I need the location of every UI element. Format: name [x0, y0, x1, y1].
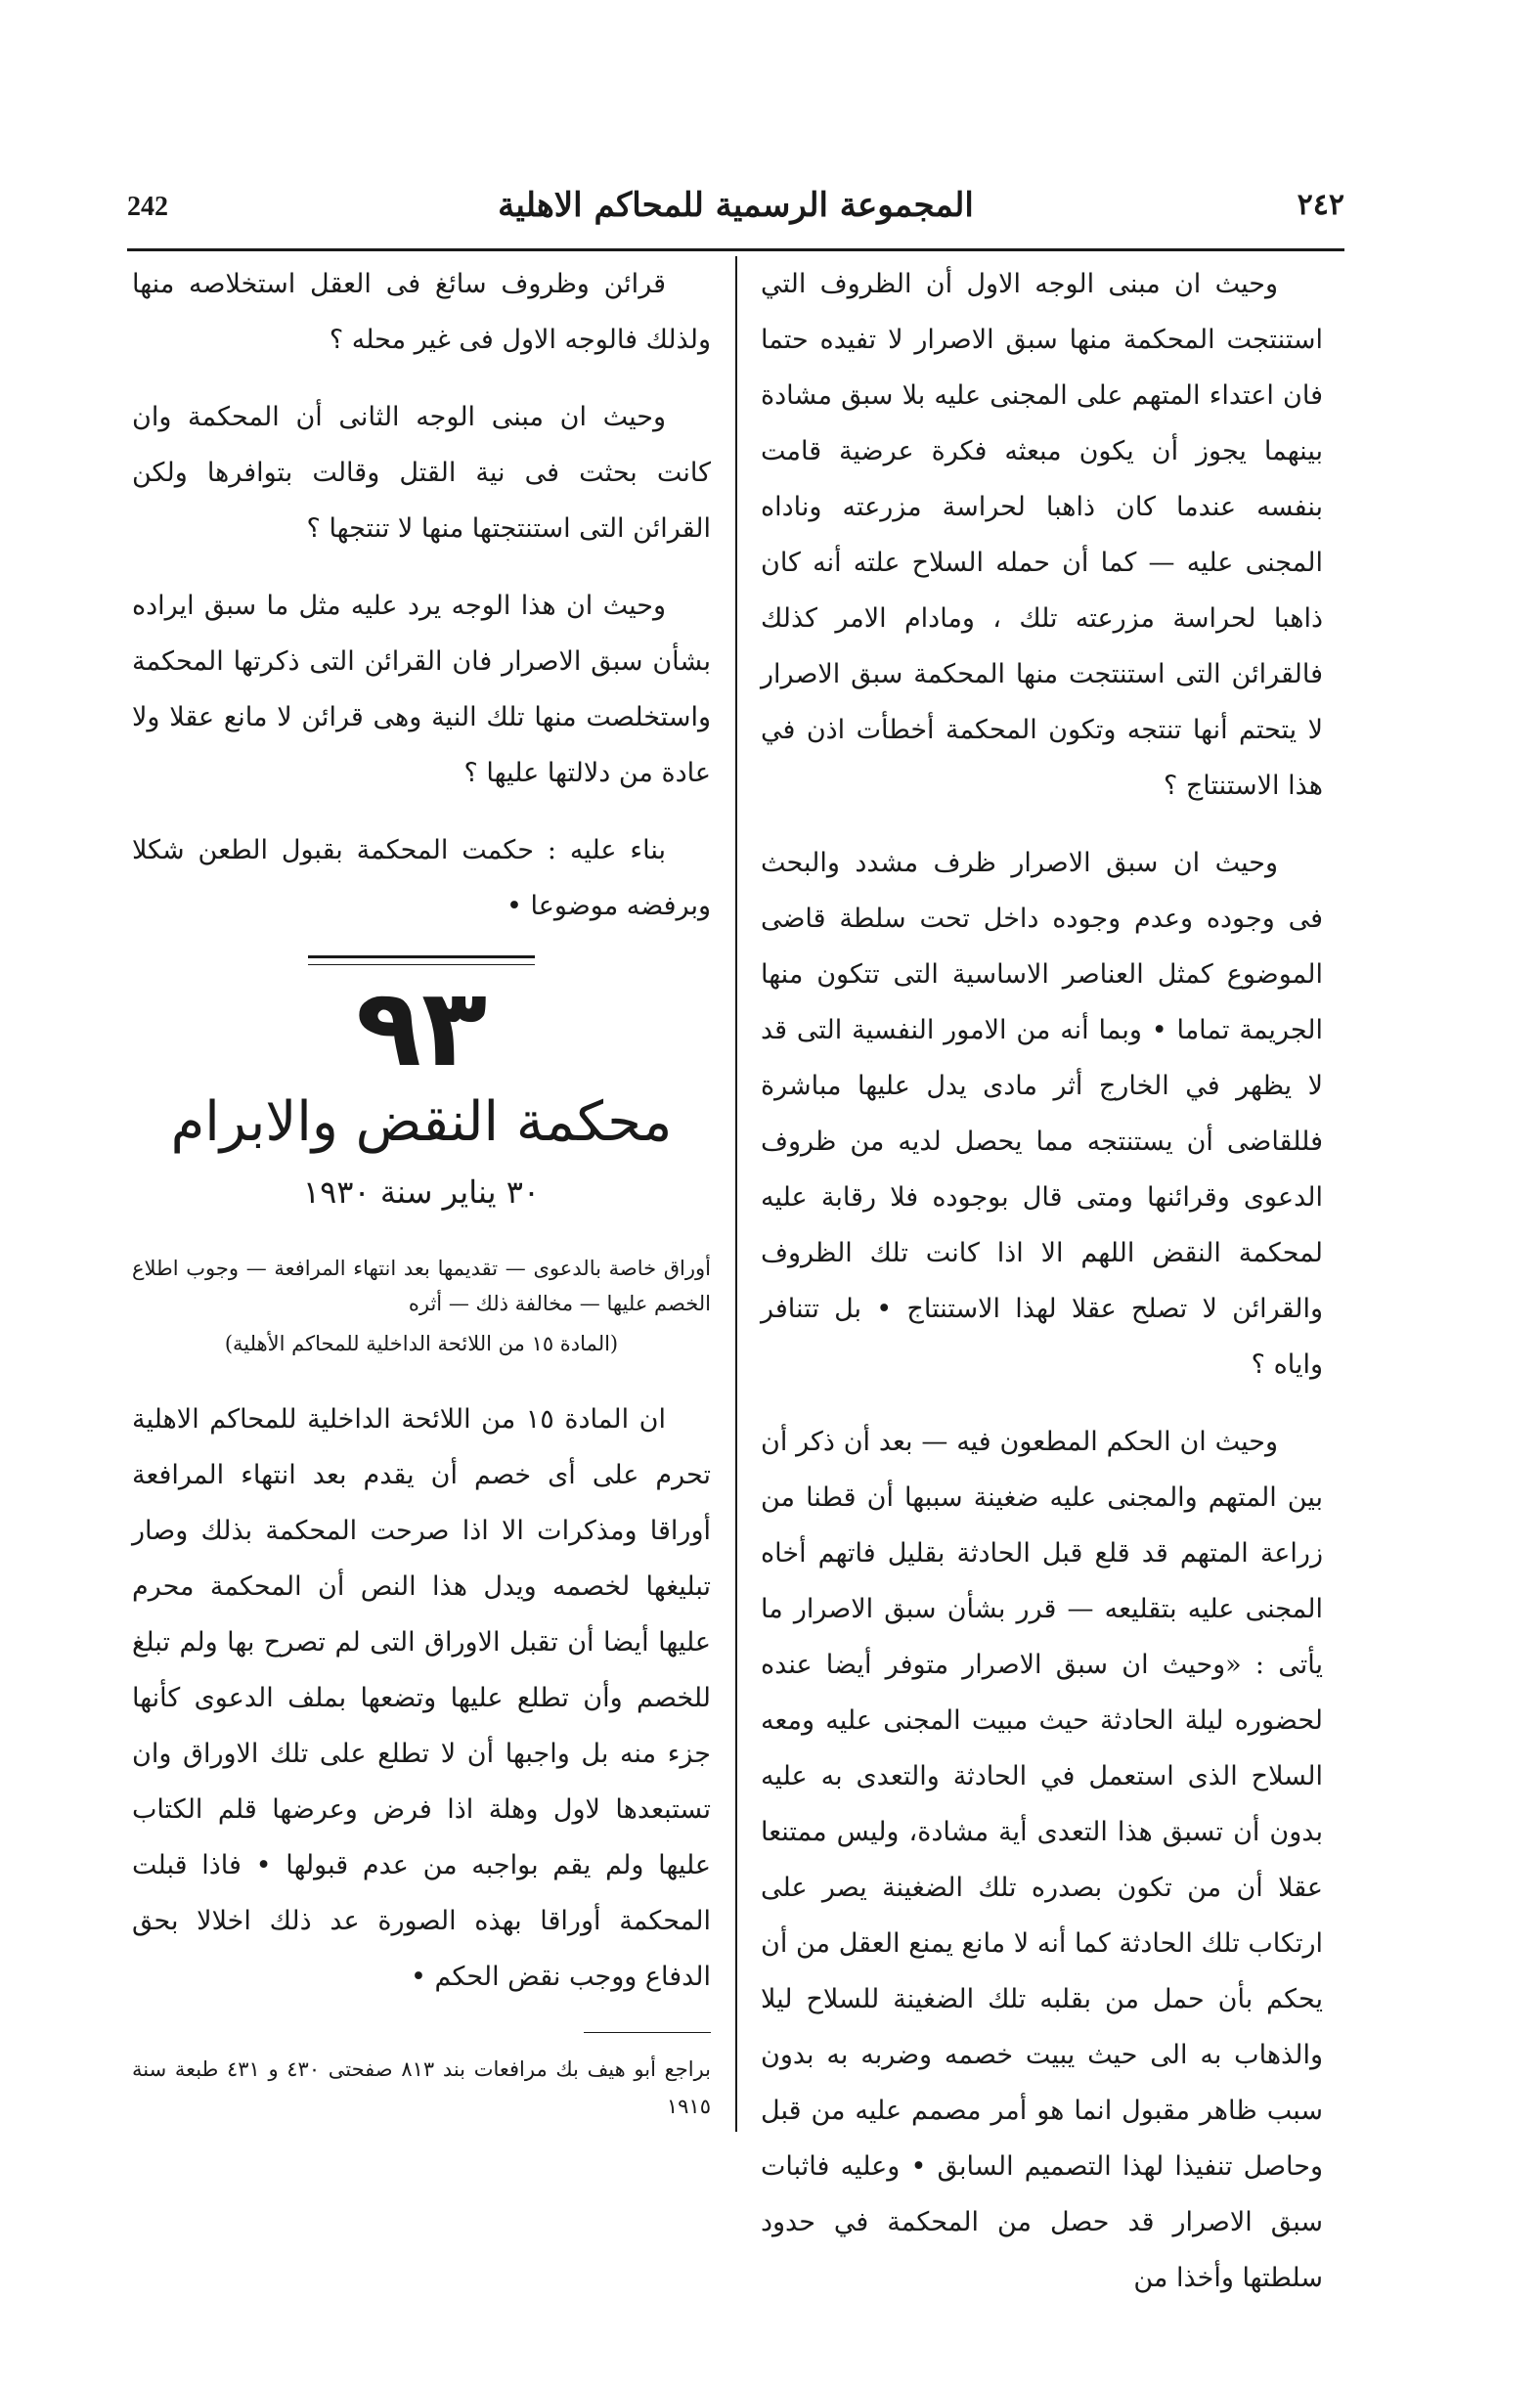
- running-title: المجموعة الرسمية للمحاكم الاهلية: [498, 186, 974, 225]
- paragraph: وحيث ان مبنى الوجه الاول أن الظروف التي استنتجت المحكمة منها سبق الاصرار لا تفيده حتما فان اعتداء المتهم على المجنى عليه بلا سبق مشادة بينهما يجوز أن يكون مبعثه فكرة عرضية قامت بنفسه عندما كان ذاهبا لحراسة مزرعته وناداه المجنى عليه — كما أن حمله السلاح علته أنه كان ذاهبا لحراسة مزرعته تلك ، ومادام الامر كذلك فالقرائن التى استنتجت منها المحكمة سبق الاصرار لا يتحتم أنها تنتجه وتكون المحكمة أخطأت اذن في هذا الاستنتاج ؟: [761, 269, 1323, 801]
- paragraph: قرائن وظروف سائغ فى العقل استخلاصه منها ولذلك فالوجه الاول فى غير محله ؟: [132, 269, 711, 355]
- paragraph: وحيث ان هذا الوجه يرد عليه مثل ما سبق ايراده بشأن سبق الاصرار فان القرائن التى ذكرتها المحكمة واستخلصت منها تلك النية وهى قرائن لا مانع عقلا ولا عادة من دلالتها عليها ؟: [132, 591, 711, 788]
- page-number-latin: 242: [127, 192, 168, 222]
- page-header: [127, 186, 1344, 244]
- case-date: ٣٠ يناير سنة ١٩٣٠: [302, 1173, 541, 1211]
- section-separator: [308, 955, 535, 958]
- left-column: [132, 256, 711, 2145]
- case-body: ان المادة ١٥ من اللائحة الداخلية للمحاكم الاهلية تحرم على أى خصم أن يقدم بعد انتهاء المرافعة أوراقا ومذكرات الا اذا صرحت المحكمة بذلك وصار تبليغها لخصمه ويدل هذا النص أن المحكمة محرم عليها أيضا أن تقبل الاوراق التى لم تصرح بها ولم تبلغ للخصم وأن تطلع عليها وتضعها بملف الدعوى كأنها جزء منه بل واجبها أن لا تطلع على تلك الاوراق وان تستبعدها لاول وهلة اذا فرض وعرضها قلم الكتاب عليها ولم يقم بواجبه من عدم قبولها • فاذا قبلت المحكمة أوراقا بهذه الصورة عد ذلك اخلالا بحق الدفاع ووجب نقض الحكم •: [132, 1404, 711, 1992]
- column-divider: [735, 256, 737, 2132]
- footnote: براجع أبو هيف بك مرافعات بند ٨١٣ صفحتى ٤٣٠ و ٤٣١ طبعة سنة ١٩١٥: [132, 2057, 711, 2118]
- judgment-paragraph: بناء عليه : حكمت المحكمة بقبول الطعن شكلا وبرفضه موضوعا •: [132, 835, 711, 921]
- case-summary: أوراق خاصة بالدعوى — تقديمها بعد انتهاء المرافعة — وجوب اطلاع الخصم عليها — مخالفة ذلك — أثره: [132, 1257, 711, 1315]
- page-number-arabic: ٢٤٢: [1297, 188, 1344, 222]
- paragraph: وحيث ان مبنى الوجه الثانى أن المحكمة وان كانت بحثت فى نية القتل وقالت بتوافرها ولكن القرائن التى استنتجتها منها لا تنتجها ؟: [132, 402, 711, 544]
- court-name: محكمة النقض والابرام: [170, 1090, 673, 1154]
- header-rule: [127, 248, 1344, 251]
- paragraph: وحيث ان سبق الاصرار ظرف مشدد والبحث فى وجوده وعدم وجوده داخل تحت سلطة قاضى الموضوع كمثل العناصر الاساسية التى تتكون منها الجريمة تماما • وبما أنه من الامور النفسية التى قد لا يظهر في الخارج أثر مادى يدل عليها مباشرة فللقاضى أن يستنتجه مما يحصل لديه من ظروف الدعوى وقرائنها ومتى قال بوجوده فلا رقابة عليه لمحكمة النقض اللهم الا اذا كانت تلك الظروف والقرائن لا تصلح عقلا لهذا الاستنتاج • بل تتنافر واياه ؟: [761, 848, 1323, 1380]
- case-reference: (المادة ١٥ من اللائحة الداخلية للمحاكم الأهلية): [224, 1332, 619, 1355]
- paragraph: وحيث ان الحكم المطعون فيه — بعد أن ذكر أن بين المتهم والمجنى عليه ضغينة سببها أن قطنا من زراعة المتهم قد قلع قبل الحادثة بقليل فاتهم أخاه المجنى عليه بتقليعه — قرر بشأن سبق الاصرار ما يأتى : «وحيث ان سبق الاصرار متوفر أيضا عنده لحضوره ليلة الحادثة حيث مبيت المجنى عليه ومعه السلاح الذى استعمل في الحادثة والتعدى به عليه بدون أن تسبق هذا التعدى أية مشادة، وليس ممتنعا عقلا أن من تكون بصدره تلك الضغينة يصر على ارتكاب تلك الحادثة كما أنه لا مانع يمنع العقل من أن يحكم بأن حمل من بقلبه تلك الضغينة للسلاح ليلا والذهاب به الى حيث يبيت خصمه وضربه به بدون سبب ظاهر مقبول انما هو أمر مصمم عليه من قبل وحاصل تنفيذا لهذا التصميم السابق • وعليه فاثبات سبق الاصرار قد حصل من المحكمة في حدود سلطتها وأخذا من: [761, 1427, 1323, 2293]
- case-number: ٩٣: [355, 965, 488, 1090]
- right-column: [761, 256, 1323, 2327]
- footnote-rule: [584, 2032, 711, 2033]
